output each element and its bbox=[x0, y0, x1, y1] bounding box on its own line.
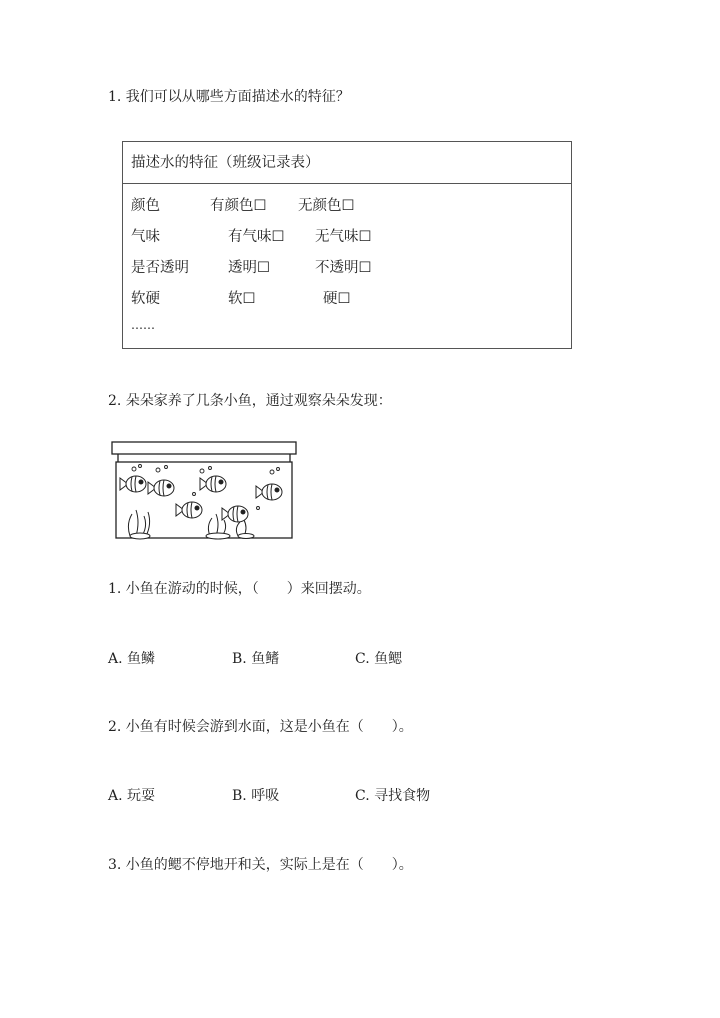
option-transparent[interactable]: 透明☐ bbox=[228, 260, 270, 276]
row-label: 软硬 bbox=[131, 291, 160, 307]
water-features-table bbox=[122, 141, 572, 349]
option-no-smell[interactable]: 无气味☐ bbox=[315, 229, 372, 245]
option-has-smell[interactable]: 有气味☐ bbox=[228, 229, 285, 245]
sub-question-2: 2. 小鱼有时候会游到水面，这是小鱼在（ ）。 bbox=[108, 719, 413, 735]
fish-tank-illustration bbox=[110, 440, 300, 542]
table-ellipsis: …… bbox=[131, 318, 155, 332]
row-label: 颜色 bbox=[131, 198, 160, 214]
table-header-text: 描述水的特征（班级记录表） bbox=[131, 155, 320, 171]
row-label: 是否透明 bbox=[131, 260, 189, 276]
sub-question-2-option-b[interactable]: B. 呼吸 bbox=[232, 788, 280, 804]
option-soft[interactable]: 软☐ bbox=[228, 291, 256, 307]
option-not-transparent[interactable]: 不透明☐ bbox=[315, 260, 372, 276]
sub-question-1-option-b[interactable]: B. 鱼鳍 bbox=[232, 651, 280, 667]
sub-question-2-option-a[interactable]: A. 玩耍 bbox=[108, 788, 156, 804]
sub-question-2-option-c[interactable]: C. 寻找食物 bbox=[355, 788, 431, 804]
question-1-title: 1. 我们可以从哪些方面描述水的特征？ bbox=[108, 89, 350, 105]
sub-question-1-option-c[interactable]: C. 鱼鳃 bbox=[355, 651, 403, 667]
row-label: 气味 bbox=[131, 229, 160, 245]
table-header bbox=[123, 142, 571, 184]
option-hard[interactable]: 硬☐ bbox=[323, 291, 351, 307]
option-no-color[interactable]: 无颜色☐ bbox=[298, 198, 355, 214]
question-2-title: 2. 朵朵家养了几条小鱼，通过观察朵朵发现： bbox=[108, 393, 392, 409]
sub-question-1: 1. 小鱼在游动的时候，（ ）来回摆动。 bbox=[108, 581, 371, 597]
sub-question-1-option-a[interactable]: A. 鱼鳞 bbox=[108, 651, 156, 667]
option-has-color[interactable]: 有颜色☐ bbox=[210, 198, 267, 214]
sub-question-3: 3. 小鱼的鳃不停地开和关，实际上是在（ ）。 bbox=[108, 857, 413, 873]
